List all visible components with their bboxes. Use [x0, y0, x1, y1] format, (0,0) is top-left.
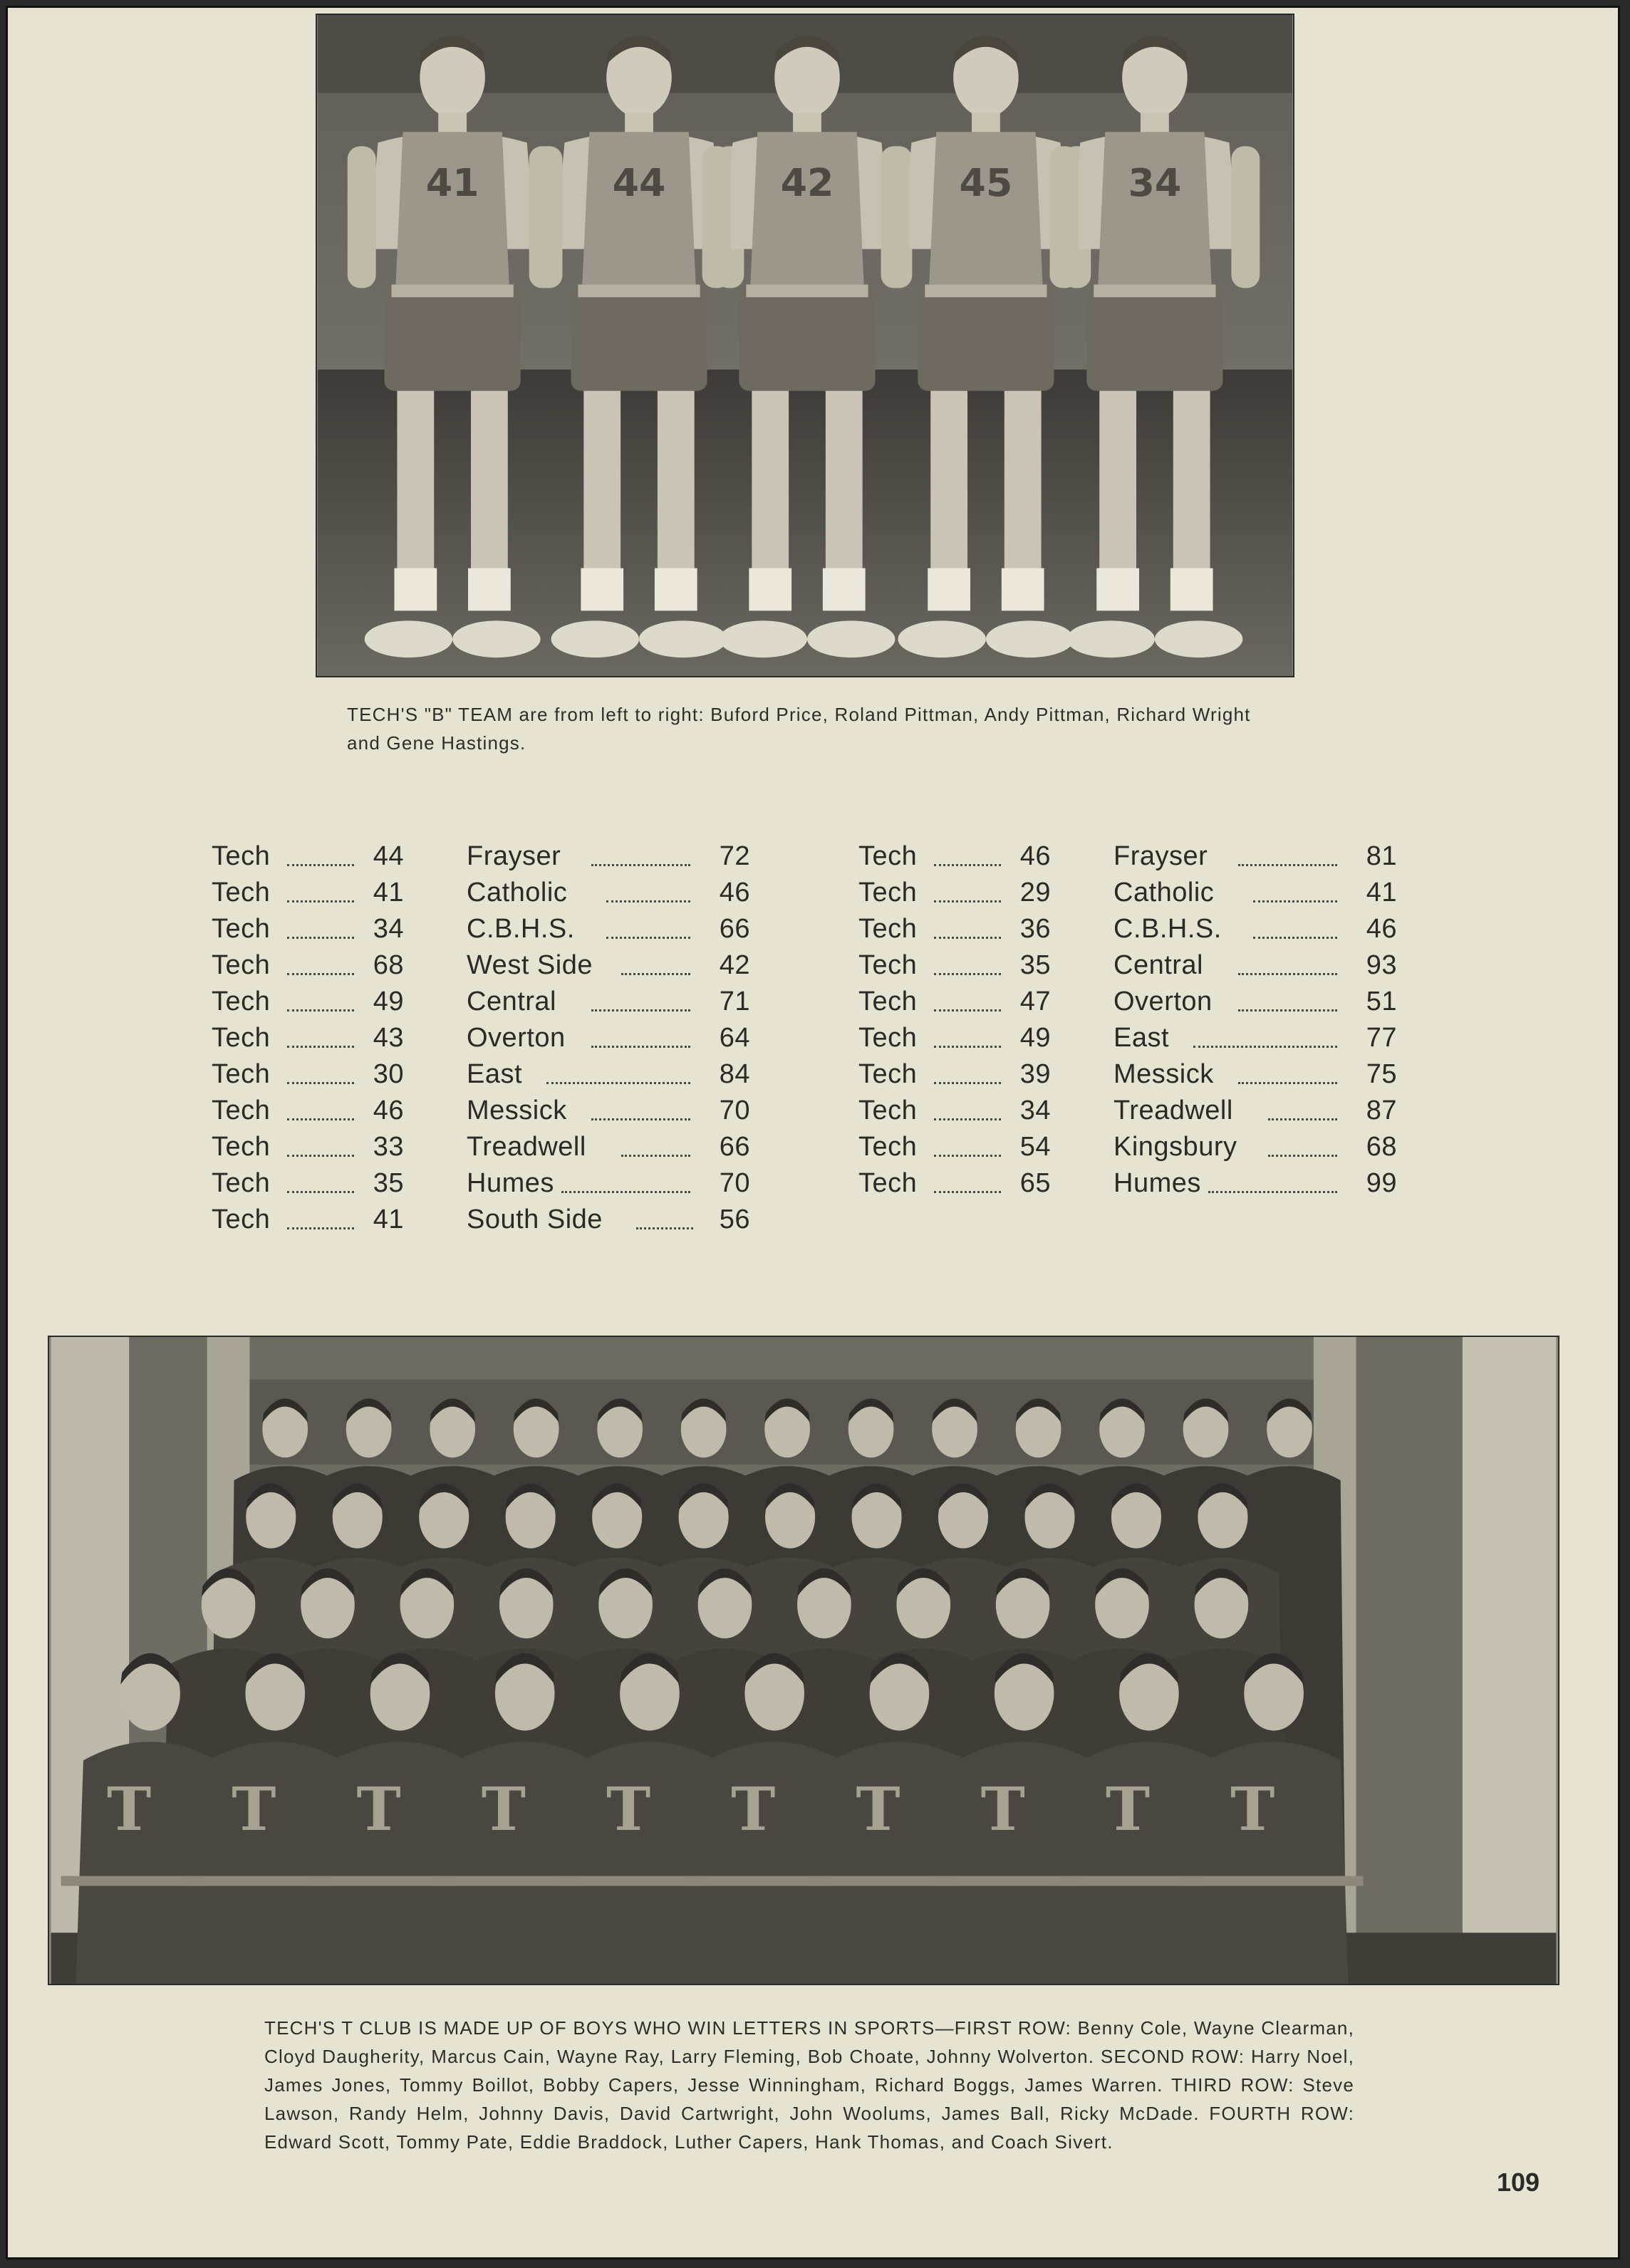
team-score: 34	[1019, 1096, 1051, 1125]
opponent-score: 46	[1366, 914, 1397, 944]
opponent-score: 70	[719, 1096, 750, 1125]
dot-leader	[606, 900, 690, 902]
opponent-name: Frayser	[467, 841, 561, 871]
opponent-name: Catholic	[467, 878, 568, 907]
opponent-name: Humes	[467, 1168, 554, 1198]
team-name: Tech	[858, 841, 918, 871]
opponent-score: 75	[1366, 1059, 1397, 1089]
dot-leader	[591, 1118, 690, 1120]
dot-leader	[934, 973, 1001, 975]
jacket-letter: T	[107, 1773, 152, 1844]
dot-leader	[287, 1046, 354, 1048]
dot-leader	[1238, 864, 1337, 866]
team-name: Tech	[212, 1132, 271, 1162]
dot-leader	[287, 1227, 354, 1229]
opponent-score: 51	[1366, 987, 1397, 1016]
dot-leader	[1238, 1009, 1337, 1011]
dot-leader	[287, 937, 354, 939]
dot-leader	[1193, 1046, 1337, 1048]
b-team-photo	[316, 14, 1294, 677]
dot-leader	[1268, 1118, 1337, 1120]
dot-leader	[1253, 937, 1337, 939]
dot-leader	[934, 1191, 1001, 1193]
opponent-score: 56	[719, 1205, 750, 1234]
opponent-score: 66	[719, 1132, 750, 1162]
opponent-score: 68	[1366, 1132, 1397, 1162]
team-name: Tech	[858, 914, 918, 944]
opponent-score: 72	[719, 841, 750, 871]
team-name: Tech	[212, 950, 271, 980]
dot-leader	[934, 1155, 1001, 1157]
jacket-letter: T	[356, 1773, 401, 1844]
dot-leader	[591, 1009, 690, 1011]
team-name: Tech	[212, 1023, 271, 1053]
dot-leader	[934, 1009, 1001, 1011]
opponent-score: 70	[719, 1168, 750, 1198]
opponent-name: South Side	[467, 1205, 603, 1234]
team-score: 29	[1019, 878, 1051, 907]
jacket-letter: T	[856, 1773, 900, 1844]
team-score: 41	[373, 1205, 404, 1234]
dot-leader	[1238, 973, 1337, 975]
dot-leader	[287, 864, 354, 866]
team-score: 34	[373, 914, 404, 944]
opponent-name: Overton	[1114, 987, 1213, 1016]
dot-leader	[287, 900, 354, 902]
opponent-score: 81	[1366, 841, 1397, 871]
jersey-number: 42	[780, 160, 834, 205]
team-name: Tech	[858, 1168, 918, 1198]
team-name: Tech	[212, 914, 271, 944]
dot-leader	[546, 1082, 690, 1084]
jacket-letter: T	[606, 1773, 651, 1844]
jacket-letter: T	[1230, 1773, 1275, 1844]
team-name: Tech	[858, 1059, 918, 1089]
b-team-caption: TECH'S "B" TEAM are from left to right: Buford Price, Roland Pittman, Andy Pittman, Richard Wright and Gene Hastings.	[347, 704, 1251, 754]
team-name: Tech	[212, 1059, 271, 1089]
jacket-letter: T	[980, 1773, 1025, 1844]
dot-leader	[934, 1082, 1001, 1084]
dot-leader	[636, 1227, 693, 1229]
opponent-name: Central	[1114, 950, 1203, 980]
jacket-letter: T	[1105, 1773, 1151, 1844]
opponent-score: 87	[1366, 1096, 1397, 1125]
dot-leader	[934, 937, 1001, 939]
jacket-letter: T	[232, 1773, 276, 1844]
opponent-name: Kingsbury	[1114, 1132, 1237, 1162]
team-name: Tech	[212, 1096, 271, 1125]
opponent-name: Treadwell	[467, 1132, 586, 1162]
team-name: Tech	[858, 950, 918, 980]
opponent-score: 99	[1366, 1168, 1397, 1198]
opponent-name: Humes	[1114, 1168, 1201, 1198]
team-score: 49	[373, 987, 404, 1016]
opponent-name: West Side	[467, 950, 593, 980]
opponent-score: 71	[719, 987, 750, 1016]
opponent-name: Central	[467, 987, 556, 1016]
dot-leader	[1268, 1155, 1337, 1157]
opponent-name: Overton	[467, 1023, 566, 1053]
opponent-name: C.B.H.S.	[1114, 914, 1222, 944]
team-name: Tech	[858, 1096, 918, 1125]
dot-leader	[591, 1046, 690, 1048]
dot-leader	[934, 1118, 1001, 1120]
dot-leader	[606, 937, 690, 939]
jersey-number: 45	[959, 160, 1013, 205]
opponent-score: 42	[719, 950, 750, 980]
opponent-score: 41	[1366, 878, 1397, 907]
t-club-caption: TECH'S T CLUB IS MADE UP OF BOYS WHO WIN LETTERS IN SPORTS—FIRST ROW: Benny Cole, Wayne Clearman, Cloyd Daugherity, Marcus Cain, Wayne Ray, Larry Fleming, Bob Choate, Johnny Wolverton. SECOND ROW: Harry Noel, James Jones, Tommy Boillot, Bobby Capers, Jesse Winningham, Richard Boggs, James Warren. THIRD ROW: Steve Lawson, Randy Helm, Johnny Davis, David Cartwright, John Woolums, James Ball, Ricky McDade. FOURTH ROW: Edward Scott, Tommy Pate, Eddie Braddock, Luther Capers, Hank Thomas, and Coach Sivert.	[264, 2017, 1354, 2153]
dot-leader	[287, 1082, 354, 1084]
jersey-number: 44	[612, 160, 666, 205]
opponent-name: East	[467, 1059, 523, 1089]
opponent-name: Frayser	[1114, 841, 1208, 871]
team-score: 35	[373, 1168, 404, 1198]
jersey-number: 41	[425, 160, 479, 205]
dot-leader	[287, 1118, 354, 1120]
team-name: Tech	[212, 1205, 271, 1234]
team-name: Tech	[858, 1023, 918, 1053]
team-score: 44	[373, 841, 404, 871]
opponent-name: East	[1114, 1023, 1170, 1053]
dot-leader	[1253, 900, 1337, 902]
dot-leader	[287, 1155, 354, 1157]
team-name: Tech	[858, 987, 918, 1016]
team-score: 46	[1019, 841, 1051, 871]
team-score: 30	[373, 1059, 404, 1089]
opponent-score: 46	[719, 878, 750, 907]
team-score: 41	[373, 878, 404, 907]
opponent-name: Catholic	[1114, 878, 1215, 907]
opponent-name: Messick	[467, 1096, 567, 1125]
team-score: 39	[1019, 1059, 1051, 1089]
team-score: 35	[1019, 950, 1051, 980]
t-club-photo	[48, 1336, 1559, 1985]
team-name: Tech	[858, 878, 918, 907]
dot-leader	[287, 1009, 354, 1011]
team-name: Tech	[212, 1168, 271, 1198]
team-score: 47	[1019, 987, 1051, 1016]
dot-leader	[1238, 1082, 1337, 1084]
team-score: 43	[373, 1023, 404, 1053]
dot-leader	[934, 864, 1001, 866]
dot-leader	[287, 1191, 354, 1193]
opponent-score: 66	[719, 914, 750, 944]
dot-leader	[287, 973, 354, 975]
page-number: 109	[1497, 2168, 1540, 2197]
dot-leader	[934, 1046, 1001, 1048]
team-score: 54	[1019, 1132, 1051, 1162]
jacket-letter: T	[731, 1773, 776, 1844]
team-score: 68	[373, 950, 404, 980]
opponent-score: 64	[719, 1023, 750, 1053]
b-team-photo-drawing	[317, 15, 1293, 676]
opponent-name: C.B.H.S.	[467, 914, 575, 944]
dot-leader	[561, 1191, 690, 1193]
jacket-letter: T	[481, 1773, 526, 1844]
team-score: 33	[373, 1132, 404, 1162]
dot-leader	[591, 864, 690, 866]
team-name: Tech	[212, 878, 271, 907]
opponent-name: Messick	[1114, 1059, 1214, 1089]
opponent-name: Treadwell	[1114, 1096, 1233, 1125]
dot-leader	[1208, 1191, 1337, 1193]
team-name: Tech	[858, 1132, 918, 1162]
team-name: Tech	[212, 841, 271, 871]
t-club-photo-drawing	[49, 1337, 1558, 1984]
opponent-score: 93	[1366, 950, 1397, 980]
dot-leader	[934, 900, 1001, 902]
jersey-number: 34	[1128, 160, 1182, 205]
dot-leader	[621, 973, 690, 975]
yearbook-page	[6, 6, 1620, 2259]
team-score: 65	[1019, 1168, 1051, 1198]
team-score: 36	[1019, 914, 1051, 944]
team-name: Tech	[212, 987, 271, 1016]
team-score: 46	[373, 1096, 404, 1125]
opponent-score: 77	[1366, 1023, 1397, 1053]
team-score: 49	[1019, 1023, 1051, 1053]
opponent-score: 84	[719, 1059, 750, 1089]
dot-leader	[621, 1155, 690, 1157]
